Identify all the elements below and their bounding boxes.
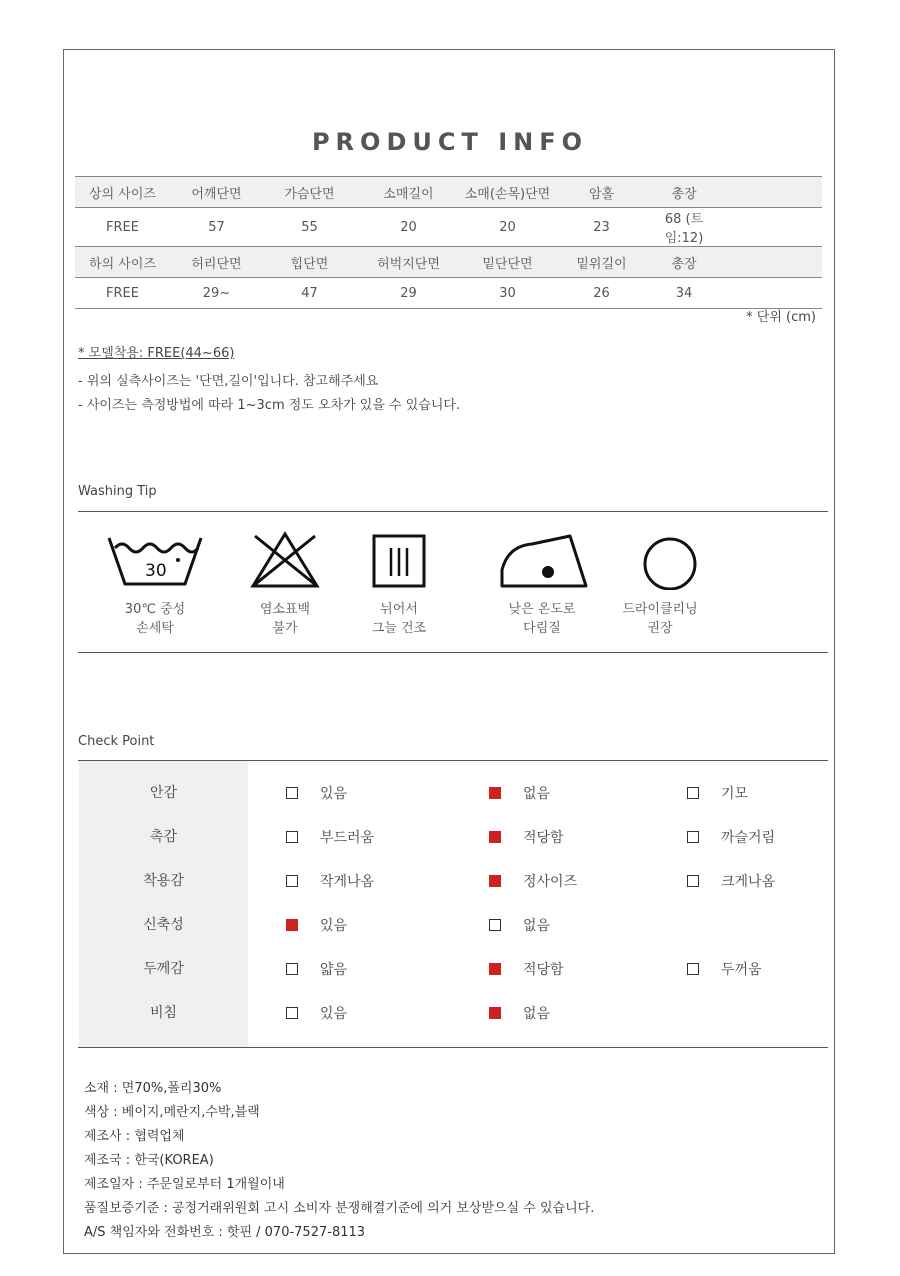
check-option-label: 기모 — [721, 786, 749, 802]
check-option-label: 적당함 — [523, 830, 564, 846]
wash-label-line1: 드라이클리닝 — [622, 602, 698, 617]
empty-cell — [719, 247, 822, 278]
manufacturer-info: 제조사 : 협력업체 — [84, 1129, 185, 1144]
check-option — [286, 771, 347, 815]
check-option — [489, 859, 577, 903]
value-cell: 30 — [461, 278, 554, 309]
empty-cell — [719, 278, 822, 309]
value-cell: 20 — [356, 208, 461, 247]
checkbox — [286, 831, 298, 843]
unit-note: * 단위 (cm) — [746, 310, 816, 325]
wash-label-line2: 권장 — [647, 621, 673, 636]
header-cell: 가슴단면 — [263, 177, 356, 208]
check-option — [286, 991, 347, 1035]
header-cell: 힙단면 — [263, 247, 356, 278]
size-table — [75, 176, 822, 309]
color-info: 색상 : 베이지,메란지,수박,블랙 — [84, 1105, 260, 1120]
washing-tip-title: Washing Tip — [78, 484, 157, 499]
check-option — [687, 859, 775, 903]
value-cell: 34 — [649, 278, 719, 309]
wash-label-line1: 염소표백 — [259, 602, 311, 617]
check-option — [286, 947, 347, 991]
header-cell: 소매길이 — [356, 177, 461, 208]
hand-wash-30-icon — [105, 530, 205, 590]
check-option-label: 있음 — [320, 786, 348, 802]
check-option-label: 부드러움 — [320, 830, 375, 846]
check-option — [687, 815, 775, 859]
checkbox-checked — [489, 787, 501, 799]
wash-label-line2: 그늘 건조 — [371, 621, 427, 636]
empty-cell — [719, 208, 822, 247]
header-cell: 허벅지단면 — [356, 247, 461, 278]
check-option-label: 정사이즈 — [523, 874, 578, 890]
drip-dry-shade-icon — [349, 530, 449, 590]
checkbox — [286, 875, 298, 887]
checkbox-checked — [489, 1007, 501, 1019]
checkbox-checked — [286, 919, 298, 931]
value-cell: 26 — [554, 278, 649, 309]
checkbox — [687, 787, 699, 799]
checkbox — [286, 787, 298, 799]
check-option — [489, 815, 564, 859]
divider — [78, 511, 828, 512]
check-option — [687, 947, 762, 991]
check-option — [286, 859, 374, 903]
check-row-label: 두께감 — [143, 961, 184, 977]
value-cell: FREE — [75, 278, 170, 309]
wash-label-line1: 낮은 온도로 — [508, 602, 576, 617]
checkbox — [687, 963, 699, 975]
value-cell: 55 — [263, 208, 356, 247]
divider — [78, 1047, 828, 1048]
wash-item-drip-dry — [339, 530, 459, 638]
checkbox — [286, 963, 298, 975]
check-option-label: 작게나옴 — [320, 874, 375, 890]
tolerance-note: - 사이즈는 측정방법에 따라 1~3cm 정도 오차가 있을 수 있습니다. — [78, 398, 461, 413]
check-option — [687, 771, 748, 815]
check-point-title: Check Point — [78, 734, 155, 749]
check-row-sheerness — [79, 991, 828, 1035]
wash-label-line1: 30℃ 중성 — [124, 602, 186, 617]
value-cell: FREE — [75, 208, 170, 247]
check-row-lining — [79, 771, 828, 815]
header-cell: 암홀 — [554, 177, 649, 208]
check-row-label: 신축성 — [143, 917, 184, 933]
quality-guarantee-info: 품질보증기준 : 공정거래위원회 고시 소비자 분쟁해결기준에 의거 보상받으실 수 있습니다. — [84, 1201, 595, 1216]
iron-low-temp-icon — [492, 530, 592, 590]
checkbox-checked — [489, 831, 501, 843]
check-point-grid — [79, 761, 828, 1047]
top-size-value-row — [75, 208, 822, 247]
check-option-label: 없음 — [523, 918, 551, 934]
header-cell: 어깨단면 — [170, 177, 263, 208]
divider — [78, 652, 828, 653]
check-row-stretch — [79, 903, 828, 947]
wash-label-line1: 뉘어서 — [380, 602, 418, 617]
checkbox — [687, 875, 699, 887]
empty-cell — [719, 177, 822, 208]
check-option — [286, 903, 347, 947]
manufacture-date-info: 제조일자 : 주문일로부터 1개월이내 — [84, 1177, 285, 1192]
top-size-header-row — [75, 177, 822, 208]
value-cell: 20 — [461, 208, 554, 247]
wash-item-iron — [482, 530, 602, 638]
value-cell: 23 — [554, 208, 649, 247]
check-option — [489, 991, 550, 1035]
header-cell: 총장 — [649, 247, 719, 278]
bottom-size-value-row — [75, 278, 822, 309]
check-option — [286, 815, 374, 859]
page-title: PRODUCT INFO — [311, 128, 589, 156]
check-row-label: 촉감 — [149, 829, 178, 845]
check-row-label: 안감 — [149, 785, 178, 801]
checkbox — [687, 831, 699, 843]
header-cell: 소매(손목)단면 — [461, 177, 554, 208]
no-bleach-icon — [235, 530, 335, 590]
header-cell: 허리단면 — [170, 247, 263, 278]
check-option-label: 있음 — [320, 918, 348, 934]
value-cell: 68 (트임:12) — [649, 208, 719, 247]
check-option-label: 있음 — [320, 1006, 348, 1022]
check-row-label: 착용감 — [143, 873, 184, 889]
check-row-fit — [79, 859, 828, 903]
header-cell: 상의 사이즈 — [75, 177, 170, 208]
checkbox-checked — [489, 875, 501, 887]
check-row-thickness — [79, 947, 828, 991]
wash-temperature: 30 — [145, 561, 167, 581]
wash-item-hand-wash — [95, 530, 215, 638]
dry-clean-icon — [610, 530, 710, 590]
country-info: 제조국 : 한국(KOREA) — [84, 1153, 214, 1168]
wash-item-no-bleach — [225, 530, 345, 638]
check-option-label: 없음 — [523, 1006, 551, 1022]
wash-label-line2: 불가 — [272, 621, 298, 636]
check-row-label: 비침 — [149, 1005, 178, 1021]
check-option-label: 까슬거림 — [721, 830, 776, 846]
wash-label-line2: 다림질 — [523, 621, 561, 636]
value-cell: 29 — [356, 278, 461, 309]
checkbox-checked — [489, 963, 501, 975]
measurement-note: - 위의 실측사이즈는 '단면,길이'입니다. 참고해주세요 — [78, 374, 379, 389]
check-row-texture — [79, 815, 828, 859]
check-option-label: 두꺼움 — [721, 962, 762, 978]
value-cell: 57 — [170, 208, 263, 247]
check-option-label: 없음 — [523, 786, 551, 802]
header-cell: 총장 — [649, 177, 719, 208]
header-cell: 밑단단면 — [461, 247, 554, 278]
bottom-size-header-row — [75, 247, 822, 278]
check-option — [489, 947, 564, 991]
check-option — [489, 903, 550, 947]
after-service-contact-info: A/S 책임자와 전화번호 : 핫핀 / 070-7527-8113 — [84, 1225, 366, 1240]
checkbox — [286, 1007, 298, 1019]
wash-item-dry-clean — [600, 530, 720, 638]
model-size-note: * 모델착용: FREE(44~66) — [78, 346, 235, 361]
value-cell: 47 — [263, 278, 356, 309]
check-option-label: 얇음 — [320, 962, 348, 978]
header-cell: 하의 사이즈 — [75, 247, 170, 278]
wash-label-line2: 손세탁 — [136, 621, 174, 636]
check-option — [489, 771, 550, 815]
value-cell: 29~ — [170, 278, 263, 309]
check-option-label: 적당함 — [523, 962, 564, 978]
header-cell: 밑위길이 — [554, 247, 649, 278]
check-option-label: 크게나옴 — [721, 874, 776, 890]
material-info: 소재 : 면70%,폴리30% — [84, 1081, 222, 1096]
checkbox — [489, 919, 501, 931]
